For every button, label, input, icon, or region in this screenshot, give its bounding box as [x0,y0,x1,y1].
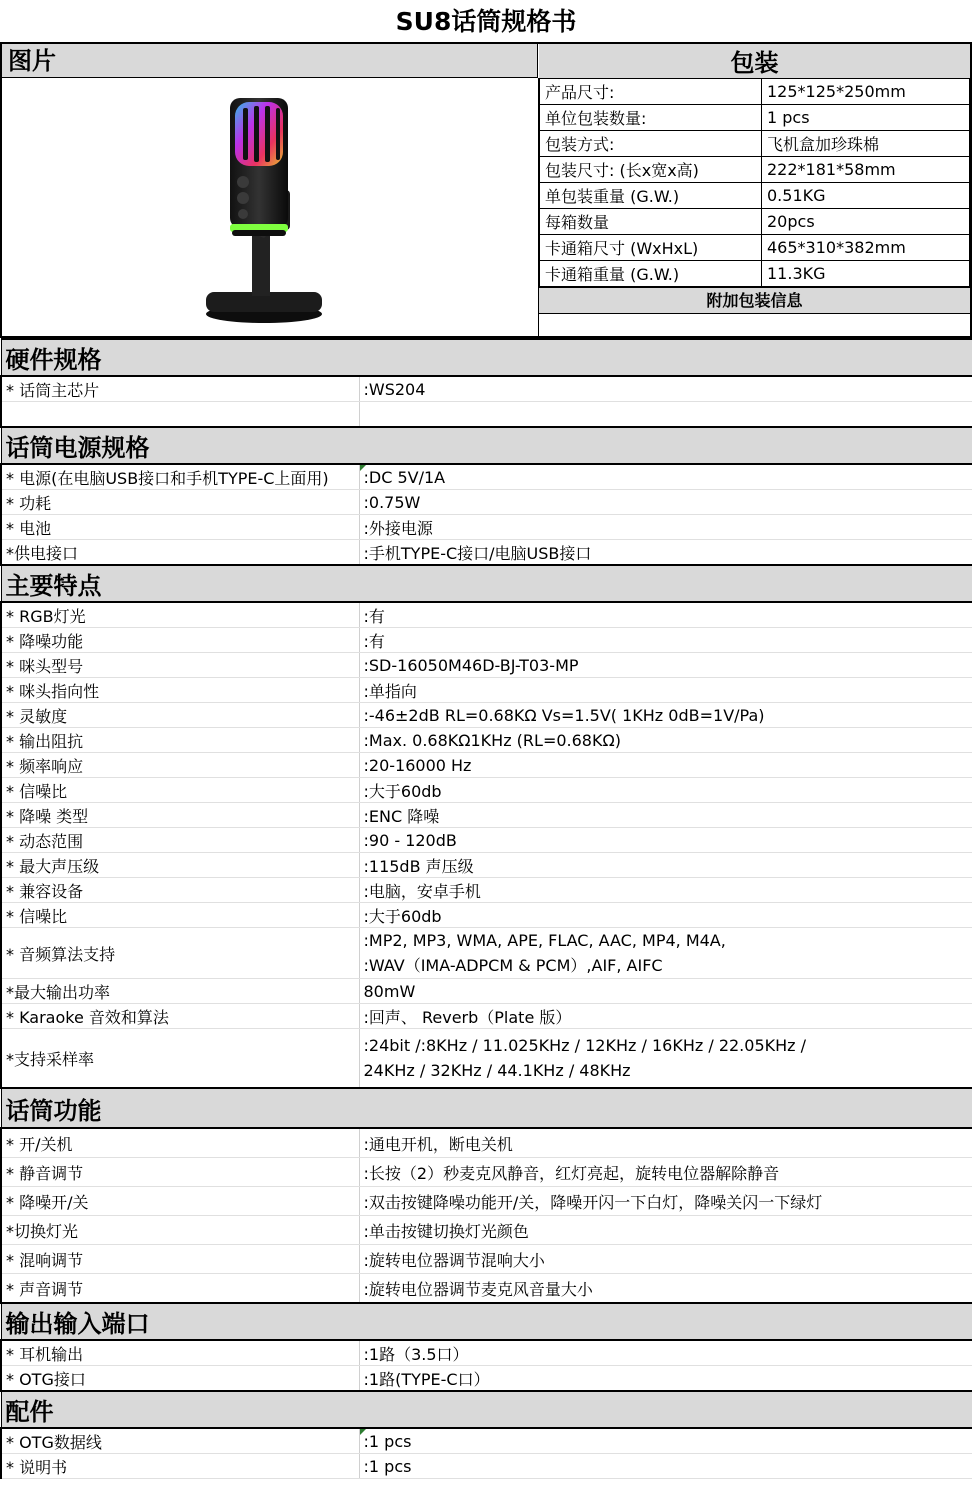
packaging-row [540,79,970,105]
packaging-value: 1 pcs [762,105,970,131]
packaging-row [540,183,970,209]
spec-label [1,402,359,428]
spec-row [1,490,972,515]
spec-row [1,1366,972,1392]
section-title: 硬件规格 [1,339,972,376]
spec-value: :旋转电位器调节混响大小 [359,1245,972,1274]
spec-label: *最大输出功率 [1,979,359,1004]
spec-row [1,1128,972,1158]
spec-row [1,628,972,653]
spec-row [1,1004,972,1029]
spec-label: * 灵敏度 [1,703,359,728]
packaging-value: 11.3KG [762,261,970,287]
spec-label: * 功耗 [1,490,359,515]
packaging-key: 卡通箱重量 (G.W.) [540,261,762,287]
spec-row [1,1158,972,1187]
spec-value: :有 [359,628,972,653]
spec-value: :1 pcs [359,1428,972,1454]
spec-value-line: 24KHz / 32KHz / 44.1KHz / 48KHz [363,1061,631,1080]
spec-value: :外接电源 [359,515,972,540]
spec-label: * 信噪比 [1,778,359,803]
spec-row [1,778,972,803]
section-title: 输出输入端口 [1,1303,972,1340]
spec-row [1,1454,972,1479]
packaging-row [540,235,970,261]
document-title: SU8话筒规格书 [395,7,577,36]
section-header-row [1,1391,972,1428]
packaging-key: 单位包装数量: [540,105,762,131]
spec-label: * 静音调节 [1,1158,359,1187]
spec-label: * 信噪比 [1,903,359,928]
packaging-value: 222*181*58mm [762,157,970,183]
spec-value: :Max. 0.68KΩ1KHz (RL=0.68KΩ) [359,728,972,753]
spec-value: :-46±2dB RL=0.68KΩ Vs=1.5V( 1KHz 0dB=1V/Pa) [359,703,972,728]
spec-value: 80mW [359,979,972,1004]
spec-label: * 降噪 类型 [1,803,359,828]
picture-header: 图片 [2,44,538,78]
spec-row [1,979,972,1004]
spec-label: *支持采样率 [1,1029,359,1089]
spec-label: * 耳机输出 [1,1340,359,1366]
section-header-row [1,1303,972,1340]
spec-value: :长按（2）秒麦克风静音，红灯亮起，旋转电位器解除静音 [359,1158,972,1187]
spec-value: :单击按键切换灯光颜色 [359,1216,972,1245]
spec-value: :DC 5V/1A [359,464,972,490]
spec-label: * 最大声压级 [1,853,359,878]
spec-value: :WS204 [359,376,972,402]
spec-label: * 电池 [1,515,359,540]
spec-label: * 咪头指向性 [1,678,359,703]
section-header-row [1,427,972,464]
spec-label: * RGB灯光 [1,602,359,628]
spec-row [1,464,972,490]
spec-row [1,1187,972,1216]
packaging-row [540,261,970,287]
spec-label: * 话筒主芯片 [1,376,359,402]
spec-value: :1路(TYPE-C口） [359,1366,972,1392]
spec-value: :手机TYPE-C接口/电脑USB接口 [359,540,972,566]
spec-label: * 咪头型号 [1,653,359,678]
spec-row [1,678,972,703]
section-header-row [1,339,972,376]
spec-row [1,1428,972,1454]
section-title: 话筒功能 [1,1088,972,1128]
spec-value: :115dB 声压级 [359,853,972,878]
spec-value: :电脑，安卓手机 [359,878,972,903]
extra-packaging-header: 附加包装信息 [539,287,970,314]
spec-row [1,653,972,678]
packaging-key: 包装尺寸: (长x宽x高) [540,157,762,183]
packaging-value: 0.51KG [762,183,970,209]
spec-value [359,402,972,428]
spec-row [1,753,972,778]
spec-label: * 音频算法支持 [1,928,359,979]
spec-row [1,853,972,878]
spec-value: :回声、 Reverb（Plate 版） [359,1004,972,1029]
packaging-value: 飞机盒加珍珠棉 [762,131,970,157]
spec-label: * 降噪功能 [1,628,359,653]
product-picture [2,78,539,336]
spec-label: * 说明书 [1,1454,359,1479]
packaging-value: 20pcs [762,209,970,235]
packaging-value: 465*310*382mm [762,235,970,261]
section-title: 话筒电源规格 [1,427,972,464]
spec-label: * 电源(在电脑USB接口和手机TYPE-C上面用) [1,464,359,490]
spec-row [1,1274,972,1304]
spec-value: :有 [359,602,972,628]
spec-value-line: :MP2, MP3, WMA, APE, FLAC, AAC, MP4, M4A, [363,931,726,950]
spec-row [1,903,972,928]
spec-row [1,703,972,728]
spec-label: * 动态范围 [1,828,359,853]
packaging-key: 单包装重量 (G.W.) [540,183,762,209]
spec-label: * 混响调节 [1,1245,359,1274]
spec-value-line: :24bit /:8KHz / 11.025KHz / 12KHz / 16KHz / 22.05KHz / [363,1036,807,1055]
spec-value: :双击按键降噪功能开/关，降噪开闪一下白灯，降噪关闪一下绿灯 [359,1187,972,1216]
spec-row [1,878,972,903]
spec-label: *切换灯光 [1,1216,359,1245]
packaging-key: 卡通箱尺寸 (WxHxL) [540,235,762,261]
spec-value: :20-16000 Hz [359,753,972,778]
packaging-key: 包装方式: [540,131,762,157]
spec-label: * 兼容设备 [1,878,359,903]
spec-row [1,1029,972,1089]
spec-row [1,803,972,828]
spec-value: :大于60db [359,903,972,928]
section-header-row [1,1088,972,1128]
spec-row [1,540,972,566]
spec-row [1,828,972,853]
spec-row [1,376,972,402]
spec-value: :大于60db [359,778,972,803]
section-header-row [1,565,972,602]
spec-row [1,1216,972,1245]
spec-value: :ENC 降噪 [359,803,972,828]
spec-row [1,602,972,628]
picture-packaging-block [0,42,972,338]
spec-label: * 开/关机 [1,1128,359,1158]
spec-label: * 频率响应 [1,753,359,778]
spec-row [1,928,972,979]
packaging-row [540,105,970,131]
spec-row [1,515,972,540]
spec-value: :SD-16050M46D-BJ-T03-MP [359,653,972,678]
spec-row [1,728,972,753]
packaging-header: 包装 [539,44,970,79]
spec-value: :1路（3.5口） [359,1340,972,1366]
spec-value: :通电开机，断电关机 [359,1128,972,1158]
spec-label: * OTG数据线 [1,1428,359,1454]
spec-value: :单指向 [359,678,972,703]
section-title: 主要特点 [1,565,972,602]
packaging-row [540,131,970,157]
spec-label: * Karaoke 音效和算法 [1,1004,359,1029]
packaging-key: 产品尺寸: [540,79,762,105]
spec-value: :旋转电位器调节麦克风音量大小 [359,1274,972,1304]
spec-row [1,402,972,428]
spec-label: * 输出阻抗 [1,728,359,753]
spec-table [0,338,972,1479]
spec-value [359,1029,972,1089]
spec-value: :1 pcs [359,1454,972,1479]
spec-label: * 声音调节 [1,1274,359,1304]
packaging-value: 125*125*250mm [762,79,970,105]
spec-row [1,1245,972,1274]
spec-value: :0.75W [359,490,972,515]
packaging-table [539,78,970,287]
spec-label: * 降噪开/关 [1,1187,359,1216]
packaging-row [540,209,970,235]
spec-value: :90 - 120dB [359,828,972,853]
spec-row [1,1340,972,1366]
spec-label: *供电接口 [1,540,359,566]
packaging-key: 每箱数量 [540,209,762,235]
microphone-image [2,78,537,336]
spec-value-line: :WAV（IMA-ADPCM & PCM）,AIF, AIFC [363,956,663,975]
spec-value [359,928,972,979]
packaging-row [540,157,970,183]
section-title: 配件 [1,1391,972,1428]
spec-label: * OTG接口 [1,1366,359,1392]
